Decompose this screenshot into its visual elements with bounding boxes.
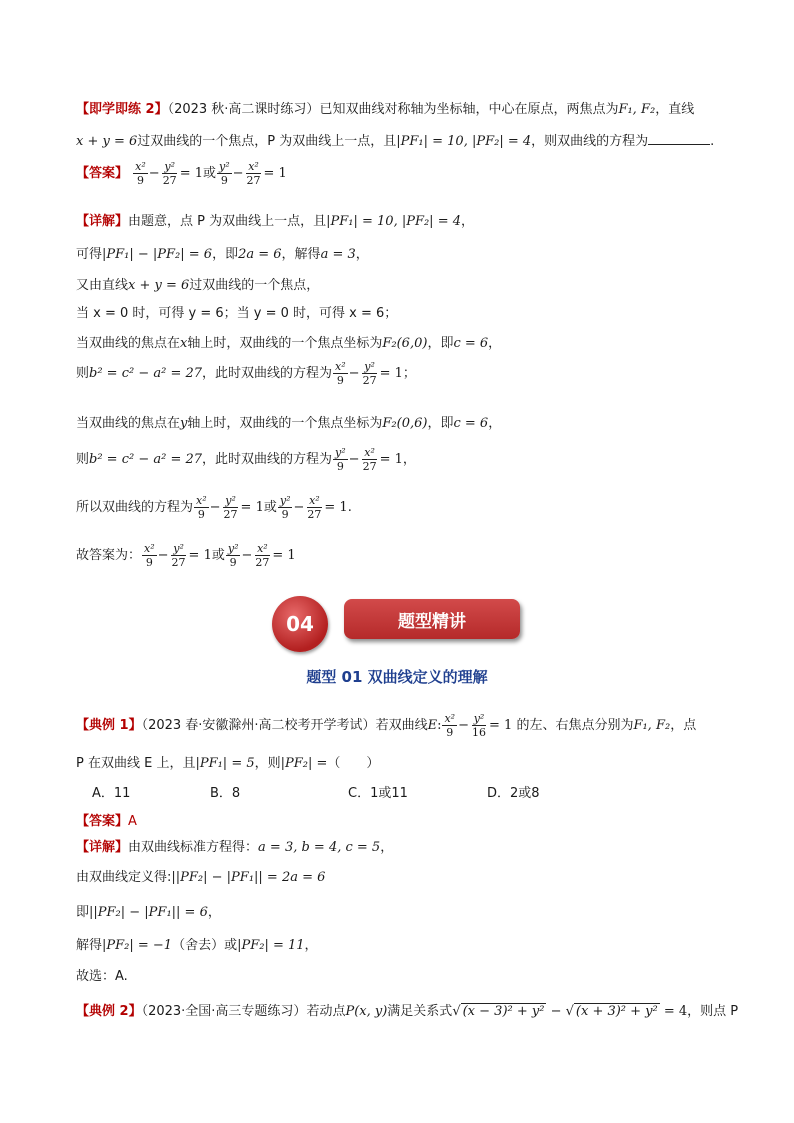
example1-line-2: P 在双曲线 E 上，且|PF₁| = 5，则|PF₂| =（ ） (76, 756, 380, 771)
practice-line-1: 【即学即练 2】（2023 秋·高二课时练习）已知双曲线对称轴为坐标轴，中心在原点，两焦点为F₁, F₂，直线 (76, 102, 695, 117)
detail1-line-4: 当 x = 0 时，可得 y = 6；当 y = 0 时，可得 x = 6； (76, 306, 398, 321)
detail1-line-6: 则b² = c² − a² = 27，此时双曲线的方程为 $\frac{\text{x²}}{9}$ − $\frac{\text{y²}}{27}$ = 1； (76, 360, 416, 387)
detail1-line-2: 可得|PF₁| − |PF₂| = 6，即2a = 6，解得a = 3， (76, 247, 369, 262)
detail2-line-4: 解得|PF₂| = −1（舍去）或|PF₂| = 11， (76, 938, 318, 953)
section-banner (272, 596, 522, 652)
example2-line-1: 【典例 2】（2023·全国·高三专题练习）若动点P(x, y)满足关系式√ (x − 3)² + y² − √ (x + 3)² + y² = 4，则点 P (76, 1004, 739, 1019)
detail2-line-2: 由双曲线定义得:||PF₂| − |PF₁|| = 2a = 6 (76, 870, 326, 885)
option-b: B．8 (210, 786, 241, 801)
detail2-line-1: 【详解】由双曲线标准方程得：a = 3, b = 4, c = 5， (76, 840, 394, 855)
option-c: C．1或11 (348, 786, 408, 801)
answer-line-1: 【答案】 $\frac{\text{x²}}{9}$ − $\frac{\text{y²}}{27}$ = 1或 $\frac{\text{y²}}{9}$ − $\frac{\text{x²}}{27}$ = 1 (76, 160, 287, 187)
option-a: A．11 (92, 786, 131, 801)
detail1-line-9: 所以双曲线的方程为 $\frac{\text{x²}}{9}$ − $\frac{\text{y²}}{27}$ = 1或 $\frac{\text{y²}}{9}$ − $\frac{\text{x²}}{27}$ = 1. (76, 494, 352, 521)
detail2-line-3: 即||PF₂| − |PF₁|| = 6， (76, 905, 221, 920)
example1-line-1: 【典例 1】（2023 春·安徽滁州·高二校考开学考试）若双曲线E: $\frac{\text{x²}}{9}$ − $\frac{\text{y²}}{16}$ = 1 的左、右焦点分别为F₁, F₂，点 (76, 712, 697, 739)
detail1-line-1: 【详解】由题意，点 P 为双曲线上一点，且|PF₁| = 10, |PF₂| = 4， (76, 214, 475, 229)
answer-blank (648, 132, 710, 145)
detail1-line-5: 当双曲线的焦点在x轴上时，双曲线的一个焦点坐标为F₂(6,0)，即c = 6， (76, 336, 502, 351)
detail1-line-3: 又由直线x + y = 6过双曲线的一个焦点， (76, 278, 320, 293)
section-banner-title: 题型精讲 (344, 599, 520, 639)
detail1-line-7: 当双曲线的焦点在y轴上时，双曲线的一个焦点坐标为F₂(0,6)，即c = 6， (76, 416, 502, 431)
practice-label: 【即学即练 2】 (76, 102, 168, 117)
option-d: D．2或8 (487, 786, 540, 801)
section-title: 题型 01 双曲线定义的理解 (306, 668, 488, 686)
detail1-line-10: 故答案为： $\frac{\text{x²}}{9}$ − $\frac{\text{y²}}{27}$ = 1或 $\frac{\text{y²}}{9}$ − $\frac{\text{x²}}{27}$ = 1 (76, 542, 296, 569)
detail2-line-5: 故选：A. (76, 969, 128, 984)
practice-line-2: x + y = 6过双曲线的一个焦点，P 为双曲线上一点，且|PF₁| = 10, |PF₂| = 4，则双曲线的方程为 . (76, 134, 715, 149)
detail1-line-8: 则b² = c² − a² = 27，此时双曲线的方程为 $\frac{\text{y²}}{9}$ − $\frac{\text{x²}}{27}$ = 1， (76, 446, 416, 473)
answer2-line: 【答案】A (76, 814, 137, 829)
section-number-badge: 04 (272, 596, 328, 652)
